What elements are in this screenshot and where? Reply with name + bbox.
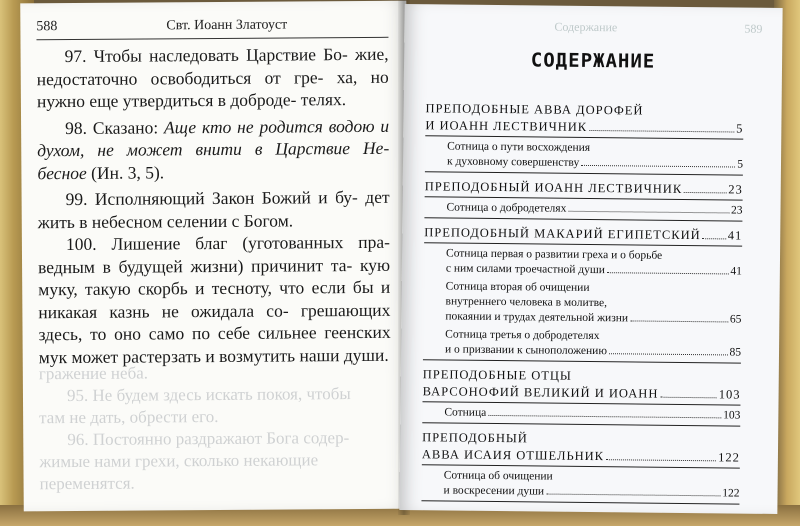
toc-page-number: 5: [737, 158, 744, 171]
text-line: 100. Лишение благ (уготованных пра-: [65, 231, 390, 255]
toc-section-title: ПРЕПОДОБНЫЙ ИОАНН ЛЕСТВИЧНИК: [424, 179, 683, 196]
toc-entry-title-line: Сотница о пути восхождения: [447, 140, 591, 154]
paragraph-98: [37, 114, 389, 184]
left-page-header: [36, 15, 388, 40]
toc-entry-title-line: внутреннего человека в молитве,: [445, 295, 608, 310]
toc-entry-line: [446, 261, 742, 279]
leader-dots: [684, 192, 726, 193]
toc-entry-title-line: Сотница первая о развитии греха и о борьбе: [445, 247, 663, 262]
text-line: жие, недостаточно освободиться от гре-: [36, 43, 389, 89]
running-title: Содержание: [554, 19, 618, 35]
toc-section-line[interactable]: [422, 446, 740, 466]
toc-page-number: 65: [729, 313, 742, 326]
bleed-through-text: [39, 361, 392, 495]
toc-entry-title: с ним силами троечастной души: [445, 262, 605, 277]
toc-page-number: 103: [718, 387, 741, 402]
toc-section: [422, 366, 741, 426]
leader-dots: [546, 494, 720, 497]
toc-entry-title: покаянии и трудах деятельной жизни: [445, 310, 629, 325]
toc-section-heading: [424, 224, 742, 246]
toc-page-number: 23: [730, 204, 743, 217]
bleed-line: 96. Постоянно раздражают Бога содер-: [67, 428, 350, 450]
toc-section-line[interactable]: [423, 383, 741, 403]
toc-page-number: 122: [722, 487, 740, 500]
leader-dots: [630, 320, 728, 322]
left-page: [20, 1, 410, 512]
right-page-header: [424, 16, 762, 40]
page-number: 588: [36, 19, 58, 35]
toc-section-line[interactable]: [425, 117, 743, 137]
toc-section-title: И ИОАНН ЛЕСТВИЧНИК: [425, 118, 588, 134]
leader-dots: [589, 130, 734, 133]
leader-dots: [606, 459, 716, 461]
toc-section-title: АВВА ИСАИЯ ОТШЕЛЬНИК: [421, 447, 605, 464]
text-line: 97. Чтобы наследовать Царствие Бо-: [64, 44, 348, 67]
toc-section-heading: [422, 429, 740, 468]
paragraph-100: [38, 231, 391, 368]
leader-dots: [581, 165, 735, 168]
toc-entry[interactable]: [425, 139, 743, 175]
toc-page-number: 122: [718, 450, 741, 465]
leader-dots: [660, 397, 716, 399]
text-line: телях.: [300, 89, 347, 110]
toc-section-title-line: ПРЕПОДОБНЫЕ АВВА ДОРОФЕЙ: [425, 101, 644, 118]
bleed-line: переменятся.: [39, 473, 135, 494]
toc-entry-title: и воскресении души: [443, 484, 545, 498]
toc-page-number: 103: [723, 409, 741, 422]
right-page: [399, 4, 782, 514]
toc-section: [421, 429, 740, 504]
toc-entry[interactable]: [422, 405, 740, 426]
text-line: ведным в будущей жизни) причинит та-: [38, 254, 353, 277]
quote-line: и духом, не может внити в Царствие Не-: [37, 115, 390, 161]
toc-entry-title-line: Сотница вторая об очищении: [445, 280, 590, 294]
bleed-line: жимые нами грехи, сколько некающие: [39, 450, 319, 472]
toc-entry-title: к духовному совершенству: [446, 155, 580, 169]
toc-entry-title: и о призвании к сыноположению: [444, 343, 608, 358]
quote-line: Аще кто не родится водою: [163, 115, 375, 137]
toc-entry[interactable]: [423, 327, 741, 363]
toc-section-line[interactable]: [424, 224, 742, 244]
leader-dots: [609, 353, 728, 355]
toc-section-title: ВАРСОНОФИЙ ВЕЛИКИЙ И ИОАНН: [422, 384, 659, 401]
bleed-line: гражение неба.: [38, 363, 149, 384]
text-line: 98. Сказано:: [65, 116, 165, 138]
toc-section-title: ПРЕПОДОБНЫЙ МАКАРИЙ ЕГИПЕТСКИЙ: [424, 225, 701, 243]
toc-section-title-line: ПРЕПОДОБНЫЕ ОТЦЫ: [422, 367, 572, 383]
table-of-contents: [421, 100, 743, 510]
paragraph-99: [38, 186, 390, 233]
toc-section-title-line: ПРЕПОДОБНЫЙ: [422, 430, 528, 446]
toc-entry[interactable]: [423, 279, 741, 327]
leader-dots: [607, 272, 728, 274]
paragraph-97: [37, 43, 389, 113]
text-line: если бы и никакая казнь не ожидала со-: [38, 276, 391, 322]
text-line: ха, но нужно еще утвердиться в доброде-: [36, 66, 389, 112]
running-title: Свт. Иоанн Златоуст: [166, 17, 288, 34]
toc-entry-line: [447, 154, 743, 172]
text-line: дет жить в небесном селении с Богом.: [37, 186, 390, 232]
text-line: грешающих здесь, то оно само по себе: [38, 299, 391, 345]
toc-entry-line: [446, 200, 742, 218]
toc-entry[interactable]: [424, 200, 742, 221]
bleed-line: 95. Не будем здесь искать покоя, чтобы: [66, 384, 351, 406]
leader-dots: [703, 238, 726, 239]
toc-entry-line: [445, 309, 741, 327]
toc-section: [423, 224, 742, 363]
quote-line: бесное: [37, 162, 87, 183]
toc-entry-line: [443, 483, 739, 501]
scripture-reference: (Ин. 3, 5).: [86, 161, 165, 183]
toc-entry-title: Сотница: [444, 406, 487, 419]
left-page-body: [37, 43, 391, 368]
text-line: кую муку, такую скорбь и тесноту, что: [38, 254, 391, 300]
toc-entry-title: Сотница о добродетелях: [446, 201, 567, 215]
toc-entry[interactable]: [421, 468, 739, 504]
toc-entry-title-line: Сотница третья о добродетелях: [445, 328, 600, 343]
toc-page-number: 5: [736, 121, 744, 136]
text-line: и возмутить наши души.: [205, 344, 389, 366]
toc-page-number: 41: [730, 265, 742, 278]
toc-section-heading: [425, 178, 743, 200]
toc-entry-line: [444, 405, 740, 423]
toc-page-number: 23: [728, 182, 743, 197]
toc-entry[interactable]: [424, 246, 742, 279]
toc-entry-title-line: Сотница об очищении: [443, 469, 553, 483]
leader-dots: [488, 415, 721, 418]
toc-entry-line: [445, 342, 741, 360]
leader-dots: [568, 211, 729, 214]
toc-section: [425, 100, 744, 175]
toc-page-number: 85: [729, 346, 742, 359]
page-number: 589: [744, 21, 763, 36]
bleed-line: там не дать, обрести его.: [39, 406, 219, 428]
toc-heading: СОДЕРЖАНИЕ: [530, 49, 656, 73]
toc-section: [424, 178, 742, 221]
text-line: сильнее геенских мук может растерзать: [38, 321, 391, 367]
text-line: 99. Исполняющий Закон Божий и бу-: [65, 187, 358, 210]
toc-page-number: 41: [727, 228, 743, 243]
toc-section-heading: [425, 100, 743, 139]
toc-section-line[interactable]: [425, 178, 743, 198]
toc-section-heading: [422, 366, 740, 405]
